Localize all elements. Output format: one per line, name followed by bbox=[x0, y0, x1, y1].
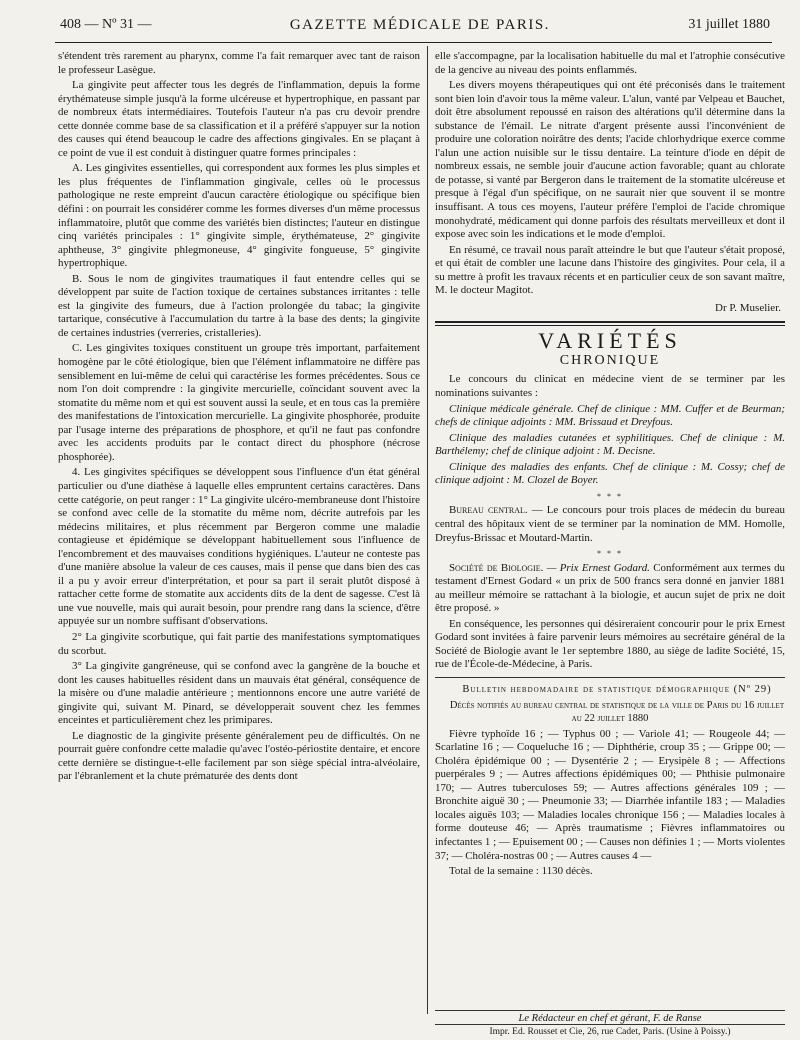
page-header bbox=[60, 12, 770, 38]
weekly-total: Total de la semaine : 1130 décès. bbox=[449, 865, 593, 878]
paragraph: En résumé, ce travail nous paraît atteindre le but que l'auteur s'était proposé, et qui était de combler une lacune dans l'histoire des gingivites. Pour cela, il a su mettre à profit les travaux récents et en particulier ceux de son savant maître, M. le docteur Magitot. bbox=[435, 243, 785, 297]
section-subtitle-chronique: CHRONIQUE bbox=[559, 352, 661, 368]
separator-stars: * * * bbox=[597, 549, 623, 559]
footer bbox=[435, 1010, 785, 1037]
societe-biologie-text: Conformément aux termes du testament d'Ernest Godard « un prix de 500 francs sera donné en janvier 1881 au meilleur mémoire se rattachant à la biologie, et aucun sujet de prix ne doit être proposé. » bbox=[435, 561, 785, 615]
section-title-varietes: VARIÉTÉS bbox=[538, 328, 682, 354]
paragraph bbox=[435, 504, 785, 545]
bureau-central-text: — Le concours pour trois places de médecin du bureau central des hôpitaux vient de se terminer par la nomination de MM. Homolle, Dreyfus-Brissac et Moutard-Martin. bbox=[435, 504, 785, 544]
footer-rule bbox=[435, 1010, 785, 1011]
issue-date: 31 juillet 1880 bbox=[688, 17, 770, 32]
paragraph: En conséquence, les personnes qui désireraient concourir pour le prix Ernest Godard sont invitées à faire parvenir leurs mémoires au secrétaire général de la Société de Biologie avant le 1er septembre 1880, au siège de ladite Société, 15, rue de l'École-de-Médecine, à Paris. bbox=[435, 617, 785, 671]
paragraph: elle s'accompagne, par la localisation habituelle du mal et l'atrophie consécutive de la gencive au niveau des points enflammés. bbox=[435, 50, 785, 76]
author-signature: Dr P. Muselier. bbox=[715, 301, 781, 314]
printer-imprint: Impr. Ed. Rousset et Cie, 26, rue Cadet, Paris. (Usine à Poissy.) bbox=[489, 1027, 731, 1037]
paragraph: Clinique médicale générale. Chef de clinique : MM. Cuffer et de Beurman; chefs de clinique adjoints : MM. Brissaud et Dreyfous. bbox=[435, 402, 785, 429]
footer-rule bbox=[435, 1024, 785, 1025]
statistics-paragraph: Fièvre typhoïde 16 ; — Typhus 00 ; — Variole 41; — Rougeole 44; — Scarlatine 16 ; — Coqueluche 16 ; — Diphthérie, croup 35 ; — Grippe 00; — Choléra épidémique 00 ; — Dysentérie 2 ; — Erysipèle 8 ; — Affections puerpérales 9 ; — Autres affections épidémiques 00; — Phthisie pulmonaire 170; — Autres tuberculoses 59; — Autres affections générales 109 ; — Bronchite aiguë 30 ; — Pneumonie 33; — Diarrhée infantile 183 ; — Maladies locales aiguës 103; — Maladies locales chronique 156 ; — Maladies locales à forme douteuse 46; — Après traumatisme ; Fièvres inflammatoires ou infectantes 1 ; — Epuisement 00 ; — Causes non définies 1 ; — Morts violentes 37; — Choléra-nostras 00 ; — Autres causes 4 — bbox=[435, 727, 785, 862]
left-column bbox=[58, 50, 420, 1010]
paragraph: s'étendent très rarement au pharynx, comme l'a fait remarquer avec tant de raison le professeur Lasègue. bbox=[58, 50, 420, 76]
paragraph: Le diagnostic de la gingivite présente généralement peu de difficultés. On ne pourrait guère confondre cette maladie qu'avec l'ostéo-périostite dentaire, et encore cette dernière se distingue-t-elle facilement par son siège spécial intra-alvéolaire, par l'ébranlement et la chute prématurée des dents dont bbox=[58, 729, 420, 783]
paragraph: Clinique des maladies des enfants. Chef de clinique : M. Cossy; chef de clinique adjoint : M. Clozel de Boyer. bbox=[435, 460, 785, 487]
bulletin-title: Bulletin hebdomadaire de statistique démographique (Nº 29) bbox=[462, 683, 772, 695]
paragraph bbox=[435, 562, 785, 616]
page-number: 408 — Nº 31 — bbox=[60, 17, 152, 32]
paragraph: Clinique des maladies cutanées et syphilitiques. Chef de clinique : M. Barthélemy; chef de clinique adjoint : M. Decisne. bbox=[435, 431, 785, 458]
section-rule bbox=[435, 677, 785, 678]
prize-name: — Prix Ernest Godard. bbox=[543, 561, 650, 574]
right-column bbox=[435, 50, 785, 1025]
paragraph: La gingivite peut affecter tous les degrés de l'inflammation, depuis la forme érythémateuse simple jusqu'à la forme ulcéreuse et hypertrophique, en passant par de nombreux états intermédiaires. Toutefois l'auteur n'a pas cru devoir prendre cette donnée comme base de sa classification et il a préféré s'appuyer sur la notion des causes qui étend beaucoup le cadre des affections gingivales. En se plaçant à ce point de vue il est conduit à distinguer quatre formes principales : bbox=[58, 79, 420, 159]
paragraph: A. Les gingivites essentielles, qui correspondent aux formes les plus simples et les plus fréquentes de l'inflammation gingivale, celles où le processus pathologique ne reste empreint d'aucun caractère étiologique ou spécifique bien défini : on pourrait les considérer comme les formes diverses d'un même processus inflammatoire, plutôt que comme des variétés bien distinctes; l'auteur en distingue cinq variétés principales : 1° gingivite simple, érythémateuse, 2° gingivite aphtheuse, 3° gingivite phlegmoneuse, 4° gingivite fongueuse, 5° gingivite hypertrophique. bbox=[58, 162, 420, 270]
paragraph: 4. Les gingivites spécifiques se développent sous l'influence d'un état général particulier ou d'une diathèse à laquelle elles empruntent certains caractères. Dans cette catégorie, on peut ranger : 1° La gingivite ulcéro-membraneuse dont l'histoire se confond avec celle de la stomatite du même nom, décrite autrefois par les médecins militaires, et plus récemment par Bergeron comme une maladie contagieuse et épidémique se développant habituellement sous l'influence de l'encombrement et des mauvaises conditions hygiéniques. L'auteur ne conteste pas d'une manière absolue la valeur de ces causes, mais il pense que dans bien des cas il a pu y avoir erreur d'interprétation, et pour sa part il serait plutôt disposé à rattacher cette forme de stomatite aux accidents dits de la dent de sagesse. C'est là une vue nouvelle, mais qui aurait besoin, pour prendre rang dans la science, d'être appuyée sur un nombre suffisant d'observations. bbox=[58, 466, 420, 628]
header-rule bbox=[55, 42, 772, 43]
paragraph: B. Sous le nom de gingivites traumatiques il faut entendre celles qui se développent par suite de l'action toxique de certaines substances irritantes : telle est la gingivite des fumeurs, due à l'action prolongée du tabac; la gingivite tartarique, consécutive à l'accumulation du tartre à la base des dents; la gingivite de certaines industries (verreries, cristalleries). bbox=[58, 272, 420, 339]
bureau-central-label: Bureau central. bbox=[449, 504, 528, 517]
paragraph: Le concours du clinicat en médecine vient de se terminer par les nominations suivantes : bbox=[435, 373, 785, 400]
paragraph: C. Les gingivites toxiques constituent un groupe très important, parfaitement homogène par le côté étiologique, bien que l'élément inflammatoire ne diffère pas sensiblement en lui-même de celui qui caractérise les formes précédentes. Sous ce nom l'on doit comprendre : la gingivite mercurielle, coïncidant souvent avec la stomatite du même nom et qui est souvent aussi la seule, et en tous cas la première des manifestations de l'intoxication mercurielle. La gingivite phosphorée, produite par l'usage interne des préparations de phosphore, et qu'il ne faut pas confondre avec les accidents produits par le contact direct du phosphore (nécrose phosphorée). bbox=[58, 342, 420, 463]
paragraph: 3° La gingivite gangréneuse, qui se confond avec la gangrène de la bouche et dont les causes habituelles résident dans un mauvais état général, conséquence de la misère ou d'une maladie antérieure ; mentionnons encore une autre variété de gingivite qui, suivant M. Pinard, se développerait souvent chez les femmes enceintes et particulièrement chez les primipares. bbox=[58, 660, 420, 727]
separator-stars: * * * bbox=[597, 491, 623, 501]
column-divider bbox=[427, 46, 428, 1014]
editor-line: Le Rédacteur en chef et gérant, F. de Ranse bbox=[518, 1013, 702, 1024]
paragraph: 2° La gingivite scorbutique, qui fait partie des manifestations symptomatiques du scorbut. bbox=[58, 630, 420, 657]
societe-biologie-label: Société de Biologie. bbox=[449, 561, 544, 574]
paragraph: Les divers moyens thérapeutiques qui ont été préconisés dans le traitement sont bien loin d'avoir tous la même valeur. L'alun, vanté par Velpeau et Bauchet, doit être absolument repoussé en raison des altérations qu'il détermine dans la substance de l'émail. Le nitrate d'argent présente aussi l'inconvénient de produire une coloration noirâtre des dents; l'acide chlorhydrique exerce comme l'alun une action nuisible sur le tissu dentaire. La teinture d'iode en dépit de nombreux essais, ne semble jouir d'aucune action favorable; quant au chlorate de potasse, si vanté par Bergeron dans le traitement de la stomatite ulcéreuse et presque à l'égal d'un spécifique, on ne saurait nier que souvent il se montre insuffisant. A tous ces moyens, l'auteur préfère l'emploi de l'acide chromique monohydraté, médicament qui donne parfois des résultats merveilleux et dont il expose avec soin les indications et le mode d'emploi. bbox=[435, 79, 785, 241]
journal-title: GAZETTE MÉDICALE DE PARIS. bbox=[289, 16, 550, 33]
section-rule bbox=[435, 321, 785, 326]
bulletin-subtitle: Décès notifiés au bureau central de statistique de la ville de Paris du 16 juillet au 22 juillet 1880 bbox=[449, 699, 785, 725]
